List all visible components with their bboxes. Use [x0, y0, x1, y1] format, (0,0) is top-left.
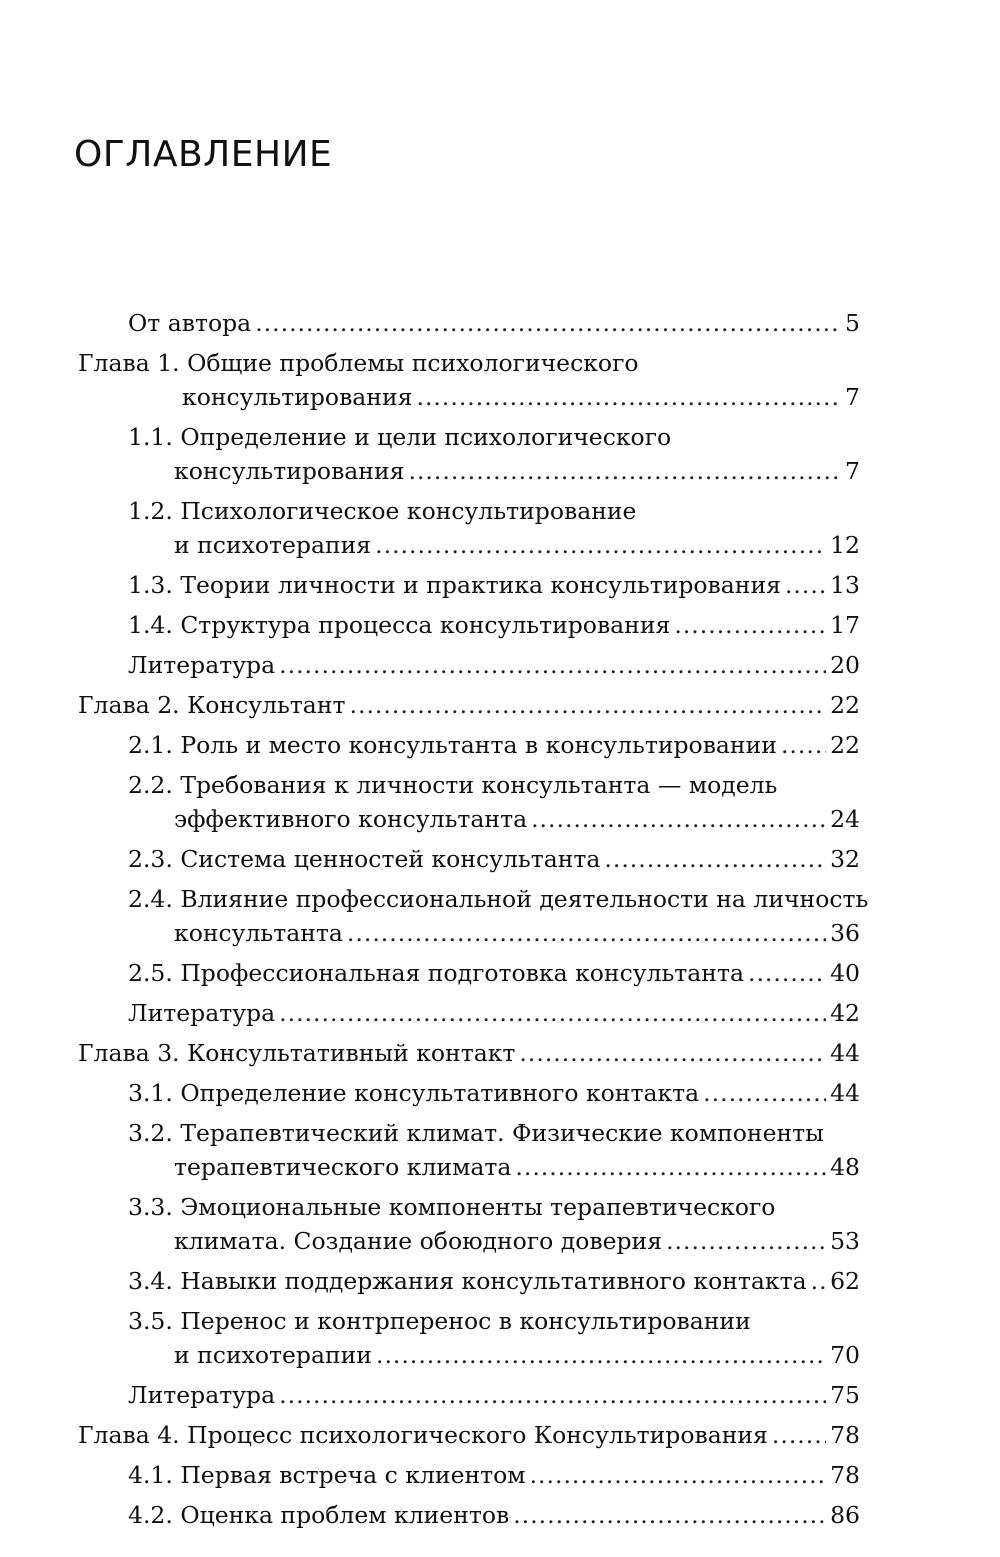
page-title: ОГЛАВЛЕНИЕ: [74, 134, 333, 175]
dot-leader: [255, 306, 841, 340]
toc-row: [128, 1264, 860, 1298]
toc-entry-title: Глава 4. Процесс психологического Консультирования: [78, 1421, 768, 1449]
dot-leader: [530, 1458, 827, 1492]
toc-entry-title: и психотерапия: [174, 531, 372, 559]
dot-leader: [279, 996, 826, 1030]
toc-section-entry: [78, 882, 869, 956]
toc-page-number: 53: [830, 1227, 860, 1255]
toc-entry-title: консультирования: [182, 383, 413, 411]
toc-entry-title: 1.3. Теории личности и практика консультирования: [128, 571, 781, 599]
toc-chapter-entry: [78, 346, 860, 420]
toc-row: [128, 1076, 860, 1110]
toc-row: [128, 454, 860, 488]
toc-entry-title: Глава 1. Общие проблемы психологического: [78, 349, 639, 377]
toc-section-entry: [78, 768, 860, 842]
toc-row: [128, 996, 860, 1030]
toc-section-entry: [78, 842, 860, 882]
dot-leader: [519, 1036, 826, 1070]
toc-row: [128, 802, 860, 836]
toc-entry-title: 3.3. Эмоциональные компоненты терапевтического: [128, 1193, 776, 1221]
toc-page-number: 44: [830, 1079, 860, 1107]
toc-section-entry: [78, 1076, 860, 1116]
dot-leader: [350, 688, 827, 722]
toc-page-number: 44: [830, 1039, 860, 1067]
toc-entry-title: Литература: [128, 1381, 276, 1409]
toc-entry-title: 2.3. Система ценностей консультанта: [128, 845, 601, 873]
dot-leader: [811, 1264, 827, 1298]
toc-section-entry: [78, 996, 860, 1036]
toc-page-number: 22: [830, 731, 860, 759]
dot-leader: [376, 1338, 826, 1372]
toc-page-number: 7: [845, 457, 860, 485]
dot-leader: [666, 1224, 826, 1258]
toc-entry-title: консультанта: [174, 919, 343, 947]
toc-section-entry: [78, 420, 860, 494]
toc-row: [128, 842, 860, 876]
toc-entry-title: 4.2. Оценка проблем клиентов: [128, 1501, 510, 1529]
toc-row: [128, 728, 860, 762]
toc-row: [128, 1458, 860, 1492]
toc-page-number: 78: [830, 1421, 860, 1449]
toc-entry-title: эффективного консультанта: [174, 805, 528, 833]
toc-entry-title: 2.4. Влияние профессиональной деятельности на личность: [128, 885, 869, 913]
toc-row: [78, 380, 860, 414]
toc-row: [78, 688, 860, 722]
toc-section-entry: [78, 1264, 860, 1304]
toc-entry-title: 1.1. Определение и цели психологического: [128, 423, 672, 451]
toc-page-number: 36: [830, 919, 860, 947]
toc-page-number: 70: [830, 1341, 860, 1369]
toc-entry-title: 3.1. Определение консультативного контакта: [128, 1079, 700, 1107]
toc-entry-title: климата. Создание обоюдного доверия: [174, 1227, 663, 1255]
toc-section-entry: [78, 608, 860, 648]
toc-section-entry: [78, 1498, 860, 1538]
dot-leader: [347, 916, 826, 950]
dot-leader: [785, 568, 826, 602]
toc-row: [128, 528, 860, 562]
toc-entry-title: консультирования: [174, 457, 405, 485]
toc-entry-title: 2.1. Роль и место консультанта в консультировании: [128, 731, 777, 759]
toc-row: [128, 1498, 860, 1532]
toc-page-number: 42: [830, 999, 860, 1027]
toc-entry-title: 3.5. Перенос и контрперенос в консультировании: [128, 1307, 751, 1335]
toc-row: [128, 1378, 860, 1412]
entry-spacer: [128, 1532, 860, 1538]
dot-leader: [772, 1418, 826, 1452]
toc-row: [128, 1150, 860, 1184]
dot-leader: [375, 528, 826, 562]
toc-entry-title: 2.2. Требования к личности консультанта — модель: [128, 771, 778, 799]
toc-chapter-entry: [78, 688, 860, 728]
toc-section-entry: [78, 1116, 860, 1190]
toc-row: [128, 648, 860, 682]
dot-leader: [416, 380, 841, 414]
toc-page-number: 22: [830, 691, 860, 719]
toc-entry-title: Литература: [128, 651, 276, 679]
toc-page-number: 5: [845, 309, 860, 337]
toc-entry-title: и психотерапии: [174, 1341, 372, 1369]
table-of-contents: [78, 306, 869, 1538]
dot-leader: [604, 842, 826, 876]
toc-section-entry: [78, 648, 860, 688]
toc-page-number: 24: [830, 805, 860, 833]
toc-row: [128, 956, 860, 990]
toc-chapter-entry: [78, 1036, 860, 1076]
toc-page-number: 7: [845, 383, 860, 411]
toc-entry-title: 1.4. Структура процесса консультирования: [128, 611, 671, 639]
dot-leader: [279, 1378, 826, 1412]
dot-leader: [513, 1498, 826, 1532]
toc-page-number: 32: [830, 845, 860, 873]
toc-entry-title: 4.1. Первая встреча с клиентом: [128, 1461, 526, 1489]
toc-row: [128, 916, 860, 950]
toc-entry-title: Глава 3. Консультативный контакт: [78, 1039, 516, 1067]
toc-page-number: 20: [830, 651, 860, 679]
toc-page-number: 62: [830, 1267, 860, 1295]
toc-row: [78, 1036, 860, 1070]
toc-row: [128, 1224, 860, 1258]
dot-leader: [781, 728, 826, 762]
toc-page-number: 75: [830, 1381, 860, 1409]
toc-page-number: 12: [830, 531, 860, 559]
toc-entry-title: терапевтического климата: [174, 1153, 512, 1181]
toc-section-entry: [78, 568, 860, 608]
toc-entry-title: От автора: [128, 309, 252, 337]
toc-entry-title: 1.2. Психологическое консультирование: [128, 497, 637, 525]
toc-section-entry: [78, 306, 860, 346]
toc-page-number: 86: [830, 1501, 860, 1529]
toc-entry-title: 3.4. Навыки поддержания консультативного контакта: [128, 1267, 807, 1295]
dot-leader: [408, 454, 841, 488]
toc-entry-title: 3.2. Терапевтический климат. Физические компоненты: [128, 1119, 824, 1147]
toc-chapter-entry: [78, 1418, 860, 1458]
toc-page-number: 40: [830, 959, 860, 987]
toc-row: [128, 1338, 860, 1372]
toc-section-entry: [78, 1378, 860, 1418]
toc-row: [128, 568, 860, 602]
toc-row: [78, 1418, 860, 1452]
toc-section-entry: [78, 494, 860, 568]
toc-page-number: 17: [830, 611, 860, 639]
dot-leader: [531, 802, 826, 836]
toc-page-number: 13: [830, 571, 860, 599]
toc-entry-title: Литература: [128, 999, 276, 1027]
toc-row: [128, 306, 860, 340]
toc-row: [128, 608, 860, 642]
toc-section-entry: [78, 728, 860, 768]
toc-entry-title: Глава 2. Консультант: [78, 691, 346, 719]
toc-page-number: 48: [830, 1153, 860, 1181]
toc-section-entry: [78, 1458, 860, 1498]
toc-page-number: 78: [830, 1461, 860, 1489]
toc-section-entry: [78, 956, 860, 996]
dot-leader: [515, 1150, 826, 1184]
toc-section-entry: [78, 1304, 860, 1378]
dot-leader: [748, 956, 826, 990]
dot-leader: [703, 1076, 826, 1110]
toc-entry-title: 2.5. Профессиональная подготовка консультанта: [128, 959, 744, 987]
toc-section-entry: [78, 1190, 860, 1264]
dot-leader: [674, 608, 826, 642]
dot-leader: [279, 648, 826, 682]
